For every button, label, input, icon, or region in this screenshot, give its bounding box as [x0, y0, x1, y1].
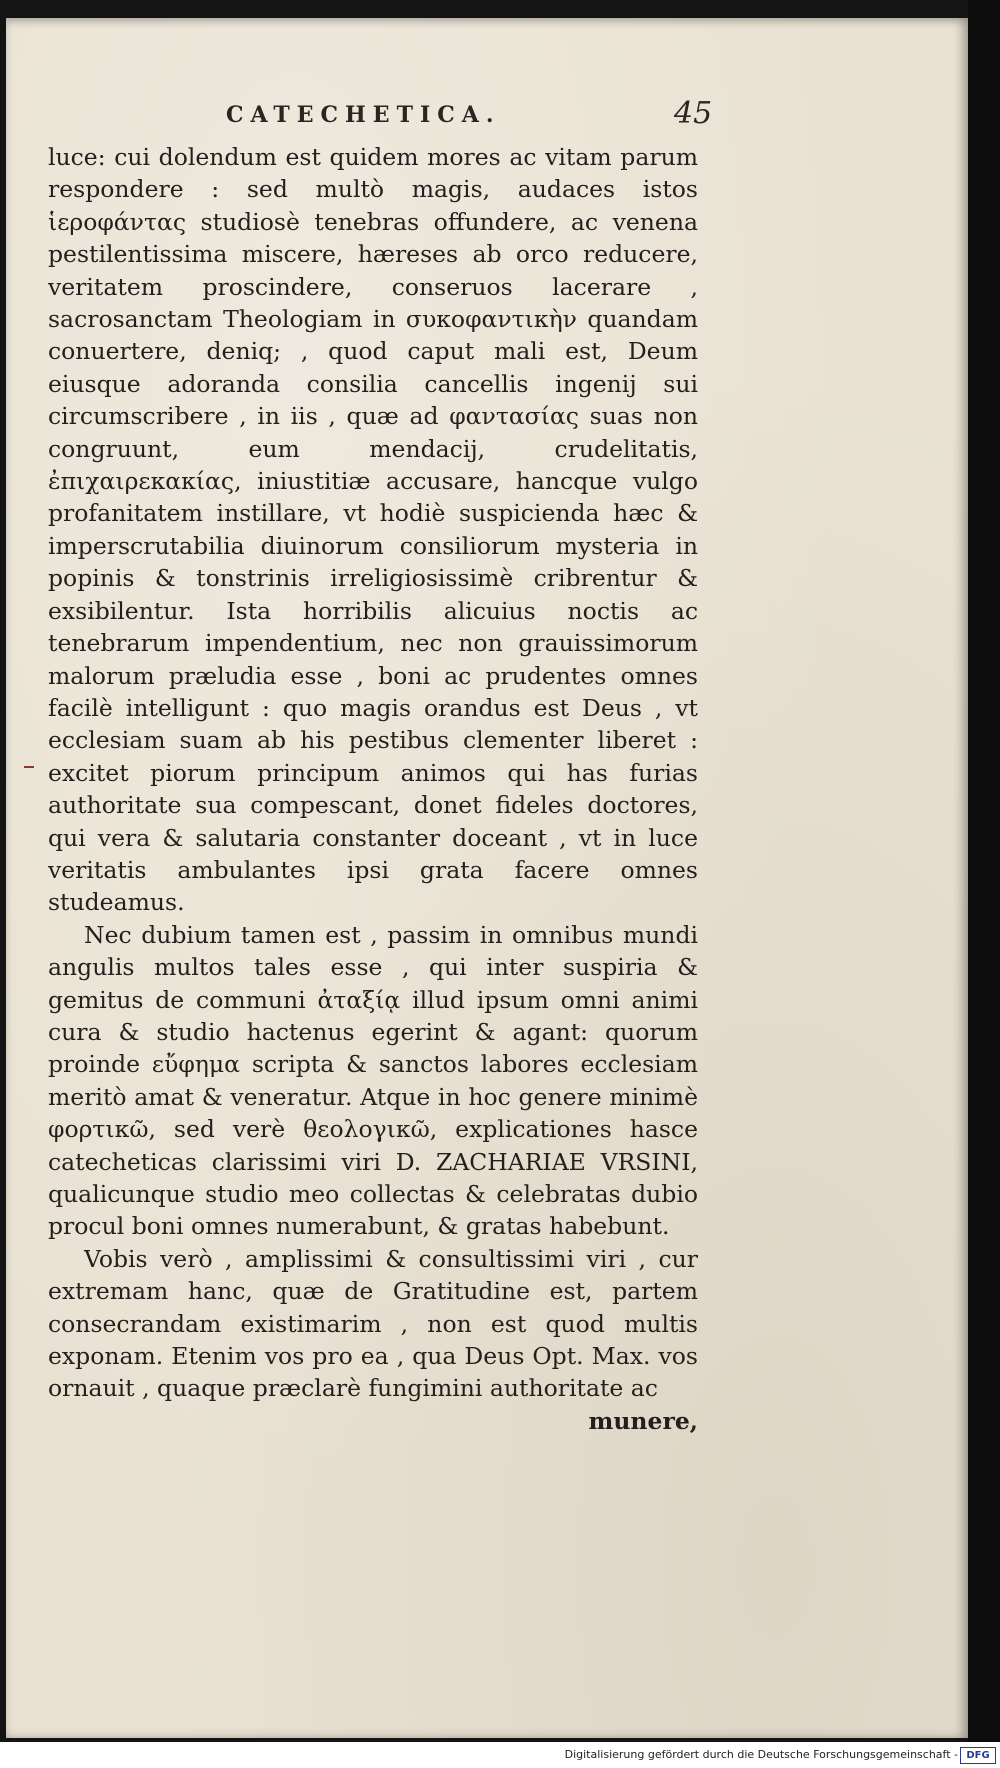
body-text — [48, 141, 698, 1437]
paragraph-2: Nec dubium tamen est , passim in omnibus mundi angulis multos tales esse , qui inter suspiria & gemitus de communi ἀταξίᾳ illud ipsum omni animi cura & studio hactenus egerint & agant: quorum proinde εὔφημα scripta & sanctos labores ecclesiam meritò amat & veneratur. Atque in hoc genere minimè φορτικῶ, sed verè θεολογικῶ, explicationes hasce catecheticas clarissimi viri D. ZACHARIAE VRSINI, qualicunque studio meo collectas & celebratas dubio procul boni omnes numerabunt, & gratas habebunt. — [48, 920, 698, 1241]
paragraph-3: Vobis verò , amplissimi & consultissimi viri , cur extremam hanc, quæ de Gratitudine est, partem consecrandam existimarim , non est quod multis exponam. Etenim vos pro ea , qua Deus Opt. Max. vos ornauit , quaque præclarè fungimini authoritate ac — [48, 1244, 698, 1403]
funding-note: Digitalisierung gefördert durch die Deutsche Forschungsgemeinschaft - — [564, 1748, 958, 1761]
scan-border — [968, 0, 1000, 1768]
paragraph-1: luce: cui dolendum est quidem mores ac vitam parum respondere : sed multò magis, audaces istos ἱεροφάντας studiosè tenebras offundere, ac venena pestilentissima miscere, hæreses ab orco reducere, veritatem proscindere, conseruos lacerare , sacrosanctam Theologiam in συκοφαντικὴν quandam conuertere, deniq; , quod caput mali est, Deum eiusque adoranda consilia cancellis ingenij sui circumscribere , in iis , quæ ad φαντασίας suas non congruunt, eum mendacij, crudelitatis, ἐπιχαιρεκακίας, iniustitiæ accusare, hancque vulgo profanitatem instillare, vt hodiè suspicienda hæc & imperscrutabilia diuinorum consiliorum mysteria in popinis & tonstrinis irreligiosissimè cribrentur & exsibilentur. Ista horribilis alicuius noctis ac tenebrarum impendentium, nec non grauissimorum malorum præludia esse , boni ac prudentes omnes facilè intelligunt : quo magis orandus est Deus , vt ecclesiam suam ab his pestibus clementer liberet : excitet piorum principum animos qui has furias authoritate sua compescant, donet fideles doctores, qui vera & salutaria constanter doceant , vt in luce veritatis ambulantes ipsi grata facere omnes studeamus. — [48, 143, 698, 917]
footer-bar — [0, 1742, 1000, 1768]
book-page — [6, 18, 968, 1738]
running-title: CATECHETICA. — [226, 102, 501, 128]
dfg-logo-icon: DFG — [960, 1747, 996, 1764]
margin-mark — [24, 766, 34, 768]
running-head — [6, 96, 968, 142]
page-number: 45 — [674, 96, 713, 131]
catchword: munere, — [588, 1406, 698, 1435]
